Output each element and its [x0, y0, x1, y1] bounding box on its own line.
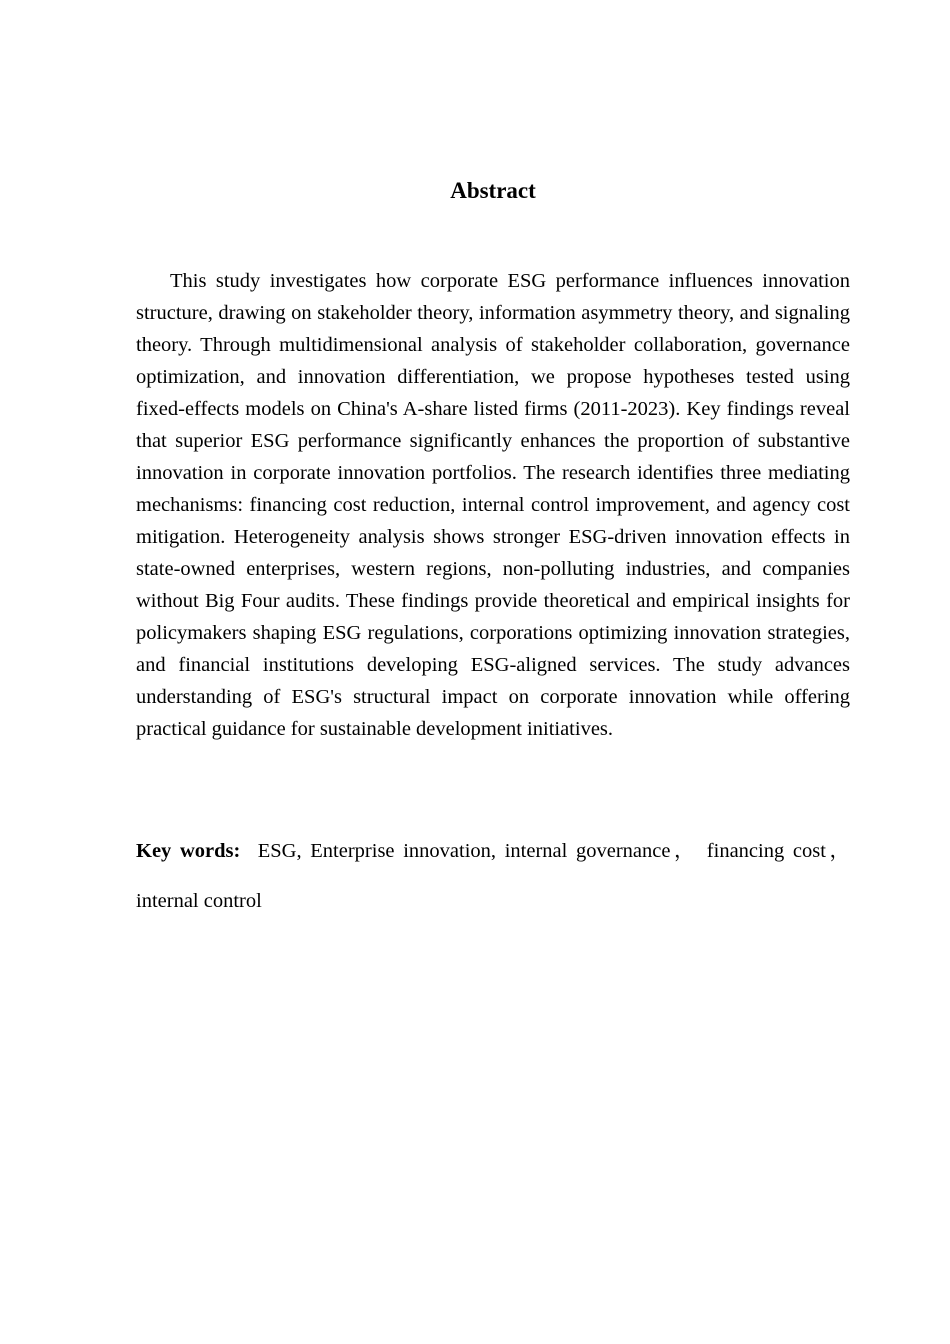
abstract-title: Abstract	[450, 178, 536, 203]
keywords-list: ESG, Enterprise innovation, internal governance， financing cost，internal control	[136, 840, 850, 912]
keywords-label: Key words:	[136, 840, 241, 862]
abstract-paragraph: This study investigates how corporate ESG performance influences innovation structure, drawing on stakeholder theory, information asymmetry theory, and signaling theory. Through multidimensional analysis of stakeholder collaboration, governance optimization, and innovation differentiation, we propose hypotheses tested using fixed-effects models on China's A-share listed firms (2011-2023). Key findings reveal that superior ESG performance significantly enhances the proportion of substantive innovation in corporate innovation portfolios. The research identifies three mediating mechanisms: financing cost reduction, internal control improvement, and agency cost mitigation. Heterogeneity analysis shows stronger ESG-driven innovation effects in state-owned enterprises, western regions, non-polluting industries, and companies without Big Four audits. These findings provide theoretical and empirical insights for policymakers shaping ESG regulations, corporations optimizing innovation strategies, and financial institutions developing ESG-aligned services. The study advances understanding of ESG's structural impact on corporate innovation while offering practical guidance for sustainable development initiatives.	[136, 270, 850, 740]
keywords-section	[136, 826, 850, 926]
